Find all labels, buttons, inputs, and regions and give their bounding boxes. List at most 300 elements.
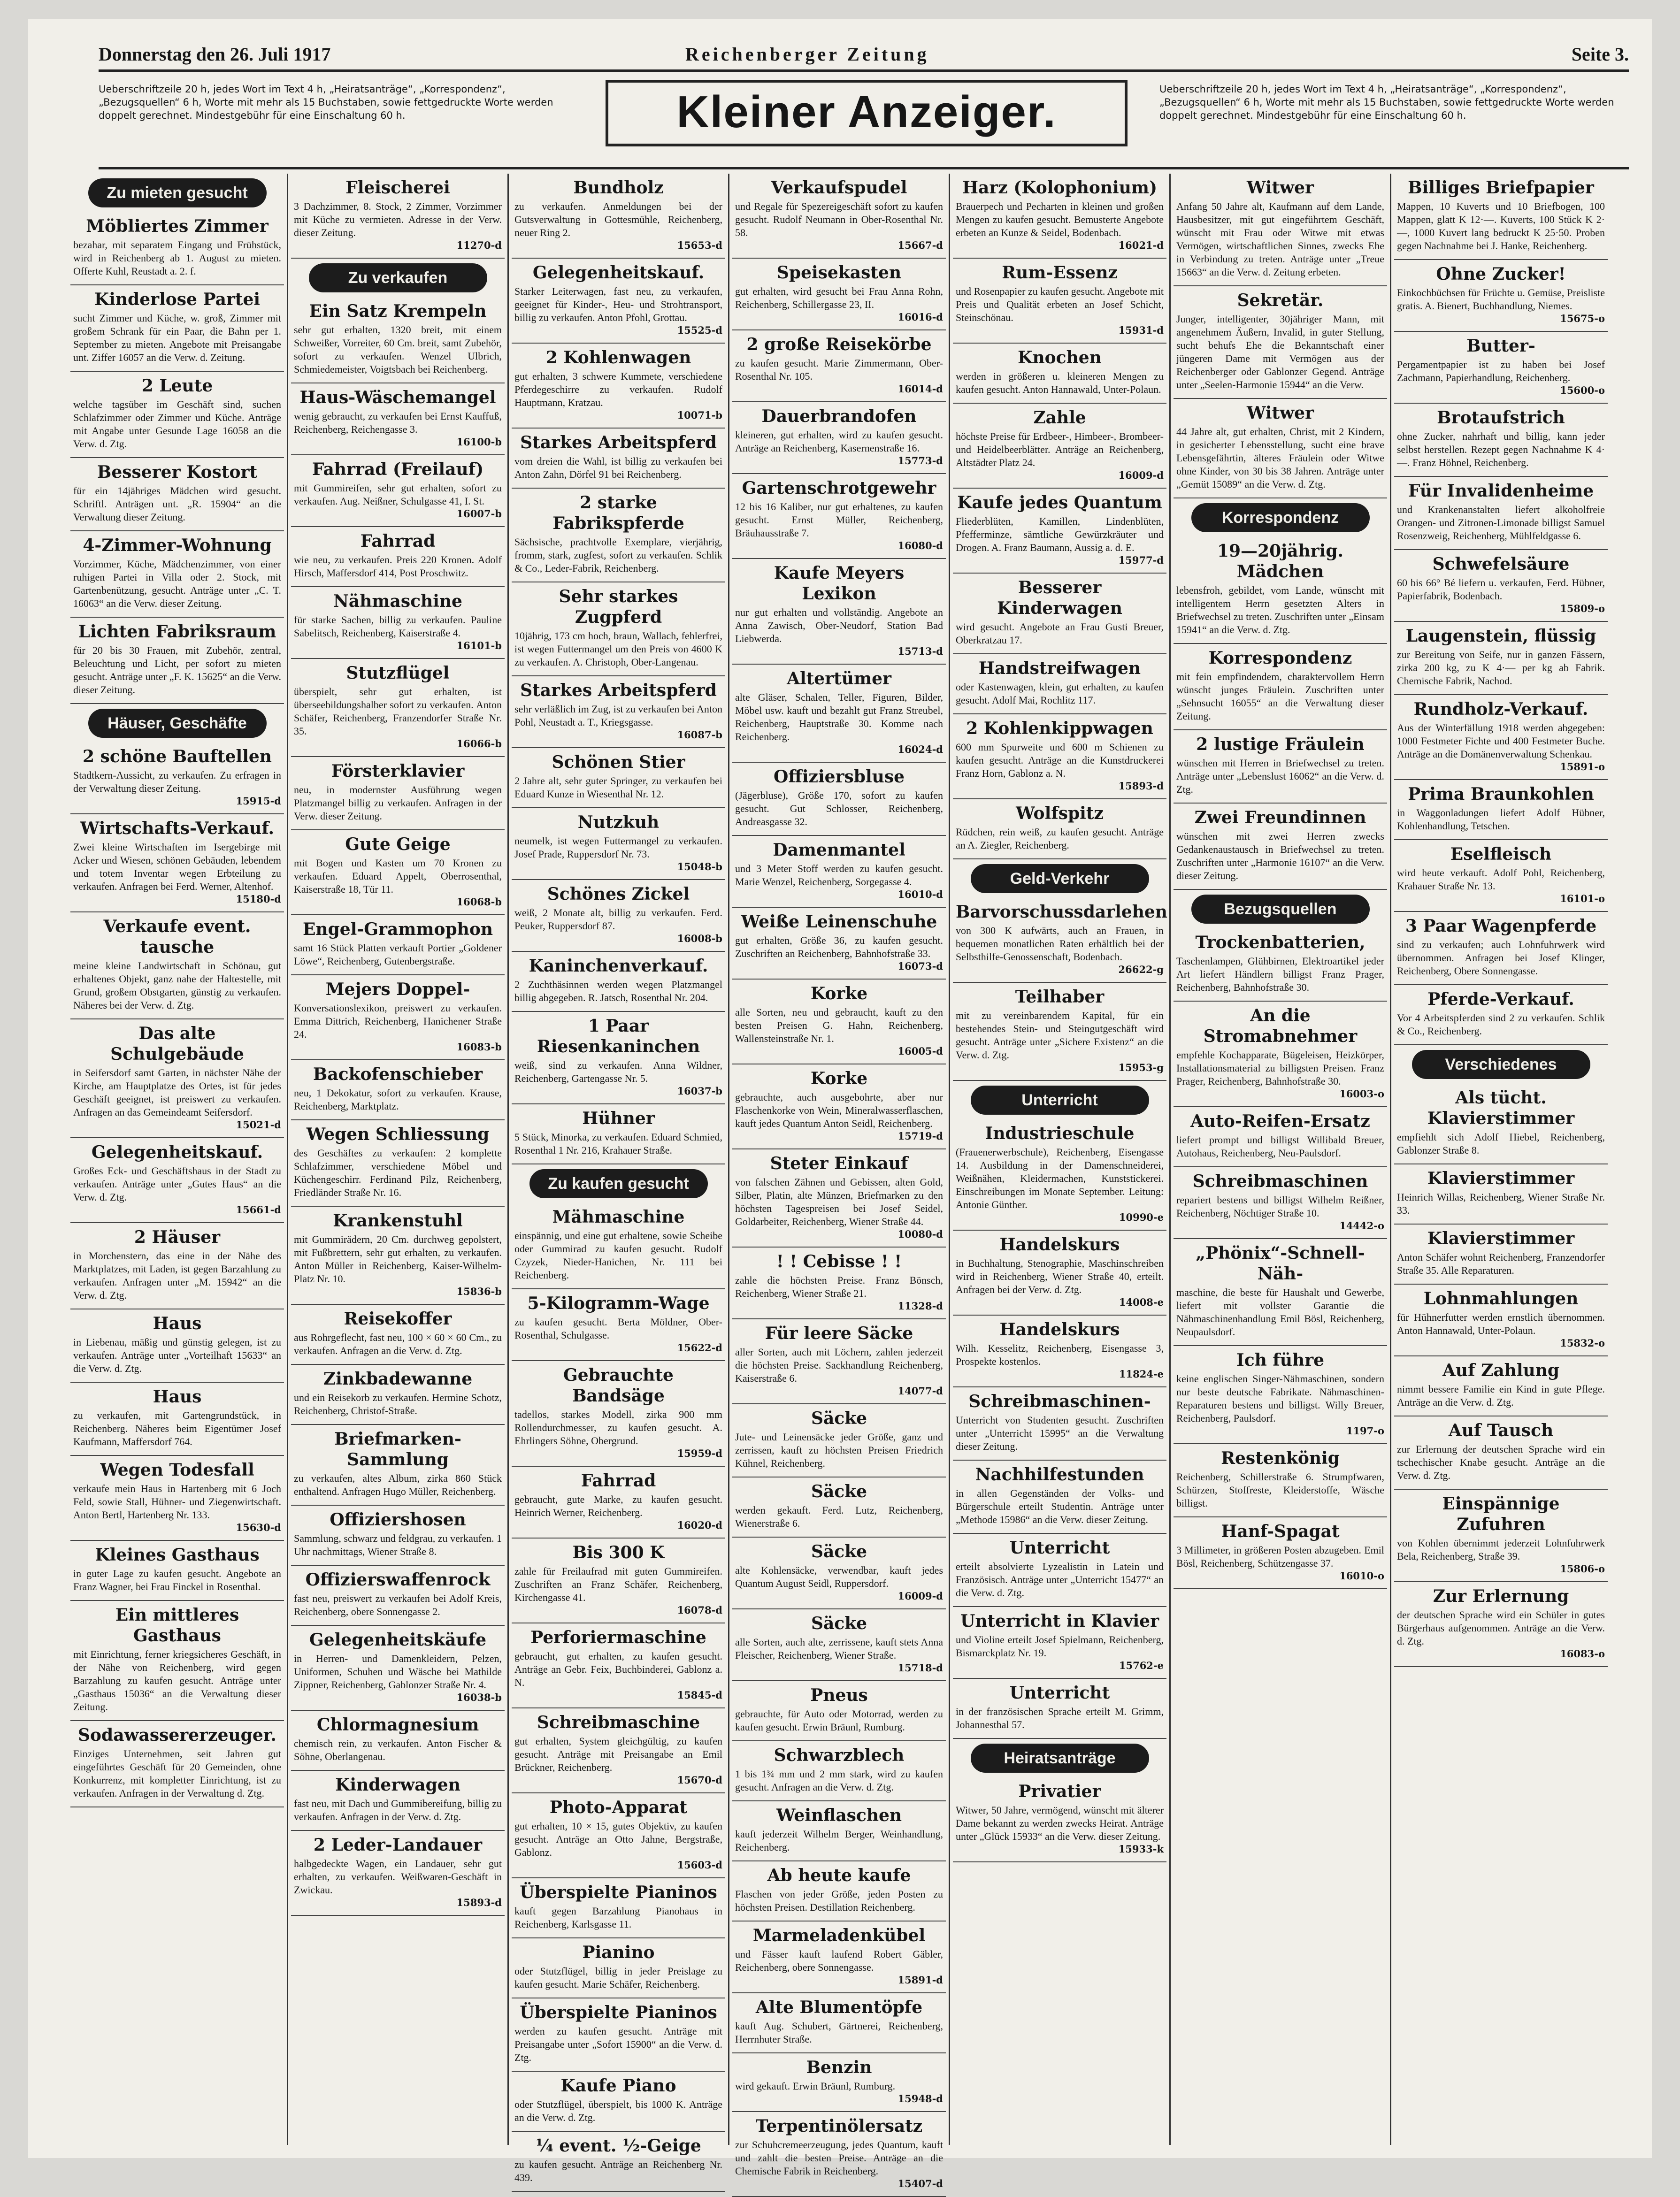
ad-headline: Altertümer — [787, 669, 891, 689]
ad-text: zu kaufen gesucht. Anträge an Reichenberg Nr. 439. — [514, 2159, 722, 2183]
classified-ad — [732, 1681, 946, 1741]
ad-text: erteilt absolvierte Lyzealistin in Latein und Französisch. Anträge unter „Unterricht 15477“ an die Verw. d. Ztg. — [956, 1561, 1164, 1599]
classified-ad — [732, 174, 946, 259]
ad-headline: Säcke — [811, 1614, 867, 1633]
ad-headline: Försterklavier — [331, 761, 465, 781]
ad-headline: Offizierswaffenrock — [305, 1570, 491, 1590]
ad-text: gebrauchte, auch ausgebohrte, aber nur Flaschenkorke von Wein, Mineralwasserflaschen, kauft jedes Quantum Anton Seidl, Reichenberg. — [735, 1091, 943, 1129]
ad-reference-code: 15806-o — [1560, 1563, 1605, 1575]
ad-headline: Fahrrad (Freilauf) — [312, 459, 484, 479]
ad-headline: Terpentinölersatz — [755, 2116, 923, 2136]
classified-ad — [291, 297, 505, 383]
classified-ad — [512, 489, 725, 582]
classified-ad — [732, 665, 946, 763]
ad-text: gut erhalten, System gleichgültig, zu kaufen gesucht. Anträge mit Preisangabe an Emil Brückner, Reichenberg. — [514, 1735, 722, 1773]
ad-text: 44 Jahre alt, gut erhalten, Christ, mit 2 Kindern, in gesicherter Lebensstellung, sucht eine brave Lebensgefährtin, älteres Fräulein oder Witwe ohne Kinder, von 30 bis 38 Jahren. Anträge unter „Gemüt 15089“ an die Verw. d. Ztg. — [1176, 426, 1384, 490]
classified-ad — [291, 659, 505, 757]
ad-headline: Besserer Kostort — [97, 462, 258, 482]
ad-reference-code: 14077-d — [898, 1385, 943, 1397]
ad-headline: Schönes Zickel — [547, 884, 690, 904]
classified-ad — [70, 212, 284, 285]
ad-reference-code: 10080-d — [898, 1228, 943, 1240]
ad-headline: Laugenstein, flüssig — [1405, 626, 1596, 646]
classified-ad — [1394, 550, 1608, 622]
category-heading: Zu mieten gesucht — [88, 178, 267, 207]
classified-ad — [1174, 1167, 1387, 1239]
ad-headline: Witwer — [1247, 178, 1314, 198]
ad-headline: Kaufe Piano — [560, 2076, 676, 2096]
classified-ad — [732, 1064, 946, 1149]
ad-text: 60 bis 66° Bé liefern u. verkaufen, Ferd. Hübner, Papierfabrik, Bodenbach. — [1397, 577, 1605, 602]
ad-headline: Gelegenheitskauf. — [532, 263, 705, 283]
ad-reference-code: 15893-d — [456, 1897, 502, 1908]
ad-headline: Unterricht — [1009, 1538, 1110, 1558]
ad-text: Konversationslexikon, preiswert zu verkaufen. Emma Dittrich, Reichenberg, Hanichener Straße 24. — [294, 1002, 502, 1040]
ad-headline: Pianino — [582, 1943, 655, 1962]
classified-ad — [953, 1777, 1166, 1862]
classified-ad — [953, 1316, 1166, 1387]
ad-text: in Herren- und Damenkleidern, Pelzen, Uniformen, Schuhen und Wäsche bei Mathilde Zippner, Reichenberg, Gablonzer Straße Nr. 4. — [294, 1653, 502, 1691]
ad-reference-code: 15948-d — [898, 2093, 943, 2105]
ad-headline: Billiges Briefpapier — [1408, 178, 1594, 198]
classified-ad — [1174, 928, 1387, 1002]
classified-ad — [1394, 477, 1608, 550]
ad-column — [291, 174, 505, 2145]
ad-text: wird heute verkauft. Adolf Pohl, Reichenberg, Krahauer Straße Nr. 13. — [1397, 867, 1605, 892]
ad-reference-code: 10990-e — [1119, 1211, 1164, 1223]
ad-text: höchste Preise für Erdbeer-, Himbeer-, Brombeer- und Heidelbeerblätter. Anträge an Reichenberg, Altstädter Platz 24. — [956, 430, 1164, 468]
ad-headline: Gebrauchte Bandsäge — [563, 1365, 674, 1406]
ad-reference-code: 16080-d — [898, 540, 943, 551]
ad-headline: Hanf-Spagat — [1221, 1522, 1340, 1541]
ad-text: überspielt, sehr gut erhalten, ist überseebildungshalber sofort zu verkaufen. Anton Schäfer, Reichenberg, Franzendorfer Straße Nr. 35. — [294, 686, 502, 737]
ad-headline: Kleines Gasthaus — [95, 1545, 260, 1565]
ad-text: Großes Eck- und Geschäftshaus in der Stadt zu verkaufen. Anträge unter „Gutes Haus“ an die Verw. d. Ztg. — [73, 1165, 281, 1203]
classified-ad — [1174, 537, 1387, 644]
ad-headline: Engel-Grammophon — [302, 919, 493, 939]
ad-reference-code: 16101-o — [1560, 893, 1605, 904]
rate-notice-right: Ueberschriftzeile 20 h, jedes Wort im Text 4 h, „Heiratsanträge“, „Korrespondenz“, „Bezugsquellen“ 6 h, Worte mit mehr als 15 Buchstaben, sowie fettgedruckte Worte werden doppelt gerechnet. Mindestgebühr für eine Einschaltung 60 h. — [1159, 84, 1614, 121]
classified-ad — [512, 748, 725, 808]
classified-ad — [732, 474, 946, 559]
ad-text: Anton Schäfer wohnt Reichenberg, Franzendorfer Straße 35. Alle Reparaturen. — [1397, 1251, 1605, 1276]
ad-reference-code: 15603-d — [677, 1859, 722, 1871]
classified-ad — [291, 383, 505, 455]
ad-text: Wilh. Kesselitz, Reichenberg, Eisengasse 3, Prospekte kostenlos. — [956, 1342, 1164, 1367]
ad-reference-code: 15762-e — [1119, 1660, 1164, 1671]
classified-ad — [732, 559, 946, 665]
ad-headline: Verkaufspudel — [771, 178, 907, 198]
ad-headline: Säcke — [811, 1409, 867, 1428]
ad-text: in allen Gegenständen der Volks- und Bürgerschule erteilt Studentin. Anträge unter „Methode 15986“ an die Verw. dieser Zeitung. — [956, 1487, 1164, 1525]
ad-headline: ! ! Cebisse ! ! — [776, 1252, 902, 1271]
column-divider — [507, 174, 509, 2145]
category-heading: Heiratsanträge — [971, 1744, 1149, 1773]
classified-ad — [70, 618, 284, 704]
ad-headline: Alte Blumentöpfe — [755, 1998, 923, 2017]
ad-text: alte Gläser, Schalen, Teller, Figuren, Bilder, Möbel usw. kauft und bezahlt gut Franz Streubel, Reichenberg, Hauptstraße 30. Komme nach Reichenberg. — [735, 691, 943, 743]
classified-ad — [512, 174, 725, 259]
ad-text: zu kaufen gesucht. Berta Möldner, Ober-Rosenthal, Schulgasse. — [514, 1316, 722, 1341]
ad-text: Flaschen von jeder Größe, jeden Posten zu höchsten Preisen. Destillation Reichenberg. — [735, 1888, 943, 1913]
ad-headline: Prima Braunkohlen — [1408, 784, 1594, 804]
ad-text: Vorzimmer, Küche, Mädchenzimmer, von einer ruhigen Partei in Villa oder 2. Stock, mit Gartenbenützung, gesucht. Anträge unter „C. T. 16063“ an die Verw. dieser Zeitung. — [73, 558, 281, 609]
ad-headline: Krankenstuhl — [333, 1211, 463, 1231]
ad-text: Pergamentpapier ist zu haben bei Josef Zachmann, Papierhandlung, Reichenberg. — [1397, 359, 1605, 383]
ad-text: werden zu kaufen gesucht. Anträge mit Preisangabe unter „Sofort 15900“ an die Verw. d. Ztg. — [514, 2025, 722, 2063]
classified-ad — [953, 489, 1166, 574]
ad-reference-code: 15953-g — [1118, 1062, 1164, 1073]
ad-headline: Schreibmaschinen- — [968, 1392, 1151, 1411]
ad-headline: Als tücht. Klavierstimmer — [1427, 1088, 1575, 1128]
ad-headline: Hühner — [582, 1109, 655, 1128]
classified-ad — [512, 1012, 725, 1104]
ad-headline: Ich führe — [1236, 1350, 1325, 1370]
classified-ad — [1394, 1084, 1608, 1164]
classified-ad — [512, 1708, 725, 1793]
header-rule — [99, 167, 1629, 169]
ad-text: samt 16 Stück Platten verkauft Portier „Goldener Löwe“, Reichenberg, Gutenbergstraße. — [294, 942, 502, 967]
section-title: Kleiner Anzeiger. — [606, 80, 1128, 146]
ad-reference-code: 15845-d — [677, 1689, 722, 1701]
ad-text: meine kleine Landwirtschaft in Schönau, gut erhaltenes Objekt, ganz nahe der Haltestelle, mit Grund, großem Obstgarten, günstig zu verkaufen. Näheres bei der Verw. d. Ztg. — [73, 960, 281, 1011]
ad-reference-code: 15832-o — [1560, 1337, 1605, 1349]
ad-text: welche tagsüber im Geschäft sind, suchen Schlafzimmer oder Zimmer und Küche. Anträge mit Angabe unter Gesunde Lage 16058 an die Verw. d. Ztg. — [73, 398, 281, 450]
classified-ad — [1394, 1225, 1608, 1285]
classified-ad — [291, 1425, 505, 1506]
ad-text: zu kaufen gesucht. Marie Zimmermann, Ober-Rosenthal Nr. 105. — [735, 357, 943, 382]
ad-headline: Zahle — [1033, 408, 1086, 428]
ad-text: für starke Sachen, billig zu verkaufen. Pauline Sabelitsch, Reichenberg, Kaiserstraße 4. — [294, 614, 502, 639]
ad-text: in Waggonladungen liefert Adolf Hübner, Kohlenhandlung, Tetschen. — [1397, 807, 1605, 832]
ad-text: sucht Zimmer und Küche, w. groß, Zimmer mit großem Schrank für ein Paar, die Bahn per 1. September zu mieten. Angebote mit Preisangabe unt. Ziffer 16057 an die Verw. d. Zeitung. — [73, 312, 281, 363]
ad-headline: Kaufe Meyers Lexikon — [774, 563, 905, 604]
ad-text: verkaufe mein Haus in Hartenberg mit 6 Joch Feld, sowie Stall, Hühner- und Ziegenwirtschaft. Anton Bertl, Hartenberg Nr. 133. — [73, 1483, 281, 1521]
column-divider — [949, 174, 950, 2145]
ad-headline: Benzin — [806, 2058, 872, 2077]
ad-reference-code: 26622-g — [1118, 964, 1164, 975]
ad-text: Sächsische, prachtvolle Exemplare, vierjährig, fromm, stark, zugfest, sofort zu verkaufen. Schlik & Co., Leder-Fabrik, Reichenberg. — [514, 536, 722, 574]
ad-headline: Fahrrad — [360, 531, 436, 551]
ad-text: Anfang 50 Jahre alt, Kaufmann auf dem Lande, Hausbesitzer, mit gut eingeführtem Geschäft, wünscht mit Frau oder Witwe mit etwas Vermögen, wirtschaftlichen Sinnes, zwecks Ehe in Verbindung zu treten. Anträge unter „Treue 15663“ an die Verw. d. Zeitung erbeten. — [1176, 200, 1384, 278]
ad-text: 3 Millimeter, in größeren Posten abzugeben. Emil Bösl, Reichenberg, Schützengasse 37. — [1176, 1544, 1384, 1569]
ad-text: kauft Aug. Schubert, Gärtnerei, Reichenberg, Herrnhuter Straße. — [735, 2020, 943, 2045]
category-heading: Korrespondenz — [1191, 503, 1370, 532]
ad-text: in der französischen Sprache erteilt M. Grimm, Johannesthal 57. — [956, 1706, 1164, 1730]
ad-reference-code: 16066-b — [456, 738, 502, 750]
classified-ad — [953, 174, 1166, 259]
ad-text: lebensfroh, gebildet, vom Lande, wünscht mit intelligentem Herrn gesetzten Alters in Briefwechsel zu treten. Zuschriften unter „Einsam 15941“ an die Verw. d. Ztg. — [1176, 584, 1384, 635]
ad-text: Taschenlampen, Glühbirnen, Elektroartikel jeder Art liefert Händlern billigst Franz Prager, Reichenberg, Bahnhofstraße 30. — [1176, 955, 1384, 993]
ad-text: gebrauchte, für Auto oder Motorrad, werden zu kaufen gesucht. Erwin Bräunl, Rumburg. — [735, 1708, 943, 1733]
classified-ad — [70, 912, 284, 1019]
classified-ad — [70, 1383, 284, 1456]
classified-ad — [291, 975, 505, 1060]
ad-headline: Schwefelsäure — [1432, 554, 1570, 574]
classified-ad — [512, 2132, 725, 2192]
ad-text: repariert bestens und billigst Wilhelm Reißner, Reichenberg, Nöchtiger Straße 10. — [1176, 1194, 1384, 1219]
ad-text: Fliederblüten, Kamillen, Lindenblüten, Pfefferminze, sämtliche Gewürzkräuter und Drogen. A. Franz Baumann, Aussig a. d. E. — [956, 515, 1164, 553]
ad-text: Jute- und Leinensäcke jeder Größe, ganz und zerrissen, kauft zu höchsten Preisen Friedrich Kühnel, Reichenberg. — [735, 1431, 943, 1469]
ad-text: 2 Jahre alt, sehr guter Springer, zu verkaufen bei Eduard Kunze in Wiesenthal Nr. 12. — [514, 775, 722, 800]
ad-text: einspännig, und eine gut erhaltene, sowie Scheibe oder Gummirad zu kaufen gesucht. Rudolf Czyzek, Nieder-Hanichen, Nr. 111 bei Reichenberg. — [514, 1230, 722, 1281]
ad-headline: 2 Kohlenkippwagen — [966, 719, 1153, 738]
ad-text: gut erhalten, 10 × 15, gutes Objektiv, zu kaufen gesucht. Anträge an Otto Jahne, Bergstraße, Gablonz. — [514, 1820, 722, 1858]
classified-ad — [512, 880, 725, 952]
ad-text: 3 Dachzimmer, 8. Stock, 2 Zimmer, Vorzimmer mit Küche zu vermieten. Adresse in der Verw. dieser Zeitung. — [294, 200, 502, 238]
ad-reference-code: 15773-d — [898, 455, 943, 467]
ad-text: aller Sorten, auch mit Löchern, zahlen jederzeit die höchsten Preise. Sackhandlung Reichenberg, Kaiserstraße 6. — [735, 1346, 943, 1384]
ad-headline: Nachhilfestunden — [975, 1465, 1144, 1485]
classified-ad — [953, 404, 1166, 489]
ad-text: sind zu verkaufen; auch Lohnfuhrwerk wird übernommen. Anfragen bei Josef Klinger, Reichenberg, Obere Sonnengasse. — [1397, 939, 1605, 977]
ad-text: gut erhalten, 3 schwere Kummete, verschiedene Pferdegeschirre zu verkaufen. Rudolf Hauptmann, Kratzau. — [514, 370, 722, 408]
ad-headline: Starkes Arbeitspferd — [520, 433, 717, 452]
ad-text: und Regale für Spezereigeschäft sofort zu kaufen gesucht. Rudolf Neumann in Ober-Rosenthal Nr. 58. — [735, 200, 943, 238]
ad-headline: Mejers Doppel- — [325, 980, 470, 999]
ad-column — [732, 174, 946, 2189]
ad-headline: Gartenschrotgewehr — [742, 478, 936, 498]
classified-ad — [512, 1998, 725, 2072]
ad-text: Einziges Unternehmen, seit Jahren gut eingeführtes Geschäft für 20 Gemeinden, ohne Konkurrenz, mit kompletter Einrichtung, ist zu verkaufen. Anfragen in der Verwaltung d. Ztg. — [73, 1748, 281, 1799]
issue-date: Donnerstag den 26. Juli 1917 — [99, 44, 331, 65]
classified-ad — [732, 1538, 946, 1609]
classified-ad — [70, 372, 284, 458]
ad-headline: Haus — [153, 1314, 202, 1333]
ad-headline: An die Stromabnehmer — [1203, 1006, 1358, 1046]
ad-text: zahle für Freilaufrad mit guten Gummireifen. Zuschriften an Franz Schäfer, Reichenberg, Kirchengasse 41. — [514, 1565, 722, 1603]
ad-reference-code: 15719-d — [898, 1130, 943, 1142]
ad-text: zahle die höchsten Preise. Franz Bönsch, Reichenberg, Wiener Straße 21. — [735, 1274, 943, 1299]
column-divider — [287, 174, 288, 2145]
ad-headline: Schwarzblech — [774, 1745, 905, 1765]
ad-headline: Fleischerei — [345, 178, 450, 198]
ad-reference-code: 11824-e — [1119, 1368, 1164, 1380]
ad-reference-code: 16009-d — [898, 1590, 943, 1602]
classified-ad — [512, 1203, 725, 1289]
ad-column — [512, 174, 725, 2183]
classified-ad — [1394, 985, 1608, 1045]
ad-headline: Auf Tausch — [1448, 1421, 1554, 1440]
ad-headline: Bis 300 K — [572, 1543, 665, 1562]
ad-headline: Knochen — [1018, 348, 1102, 367]
classified-ad — [1174, 1346, 1387, 1444]
ad-reference-code: 15893-d — [1118, 780, 1164, 792]
ad-text: (Frauenerwerbschule), Reichenberg, Eisengasse 14. Ausbildung in der Damenschneiderei, Weißnähen, Kleidermachen, Kunststickerei. Einschreibungen im Monate September. Leitung: Antonie Günther. — [956, 1146, 1164, 1210]
ad-reference-code: 15670-d — [677, 1774, 722, 1786]
classified-ad — [291, 915, 505, 975]
classified-ad — [953, 1387, 1166, 1461]
ad-text: Unterricht von Studenten gesucht. Zuschriften unter „Unterricht 15995“ an die Verwaltung dieser Zeitung. — [956, 1414, 1164, 1452]
ad-headline: Backofenschieber — [313, 1064, 483, 1084]
ad-text: kleineren, gut erhalten, wird zu kaufen gesucht. Anträge an Reichenberg, Kasernenstraße 16. — [735, 429, 943, 454]
ad-column — [1394, 174, 1608, 2145]
ad-text: alte Kohlensäcke, verwendbar, kauft jedes Quantum August Seidl, Ruppersdorf. — [735, 1564, 943, 1589]
classified-ad — [953, 714, 1166, 799]
classified-ad — [732, 330, 946, 402]
ad-text: und 3 Meter Stoff werden zu kaufen gesucht. Marie Wenzel, Reichenberg, Sorgegasse 4. — [735, 863, 943, 888]
ad-headline: Speisekasten — [776, 263, 902, 283]
ad-headline: Verkaufe event. tausche — [103, 917, 251, 957]
classified-ad — [1394, 780, 1608, 840]
ad-text: 600 mm Spurweite und 600 m Schienen zu kaufen gesucht. Anträge an die Kunstdruckerei Franz Horn, Gablonz a. N. — [956, 741, 1164, 779]
classified-ad — [1394, 622, 1608, 695]
category-heading: Unterricht — [971, 1086, 1149, 1115]
ad-reference-code: 11328-d — [898, 1300, 943, 1312]
ad-headline: Wolfspitz — [1016, 804, 1104, 823]
ad-text: mit Gummireifen, sehr gut erhalten, sofort zu verkaufen. Aug. Neißner, Schulgasse 41, I. St. — [294, 482, 502, 507]
ad-reference-code: 14442-o — [1339, 1220, 1384, 1232]
ad-reference-code: 16008-b — [677, 933, 722, 944]
ad-text: und Krankenanstalten liefert alkoholfreie Orangen- und Zitronen-Limonade billigst Samuel Rosenzweig, Reichenberg, Mühlfeldgasse 6. — [1397, 504, 1605, 542]
ad-reference-code: 15809-o — [1560, 603, 1605, 614]
classified-ad — [732, 2053, 946, 2112]
ad-headline: Auf Zahlung — [1442, 1361, 1560, 1380]
column-divider — [728, 174, 729, 2145]
ad-headline: Weiße Leinenschuhe — [741, 912, 937, 932]
classified-ad — [512, 2072, 725, 2132]
newspaper-title: Reichenberger Zeitung — [685, 44, 929, 65]
classified-ad — [291, 1831, 505, 1916]
ad-headline: 2 Leute — [141, 376, 213, 396]
ad-text: fast neu, preiswert zu verkaufen bei Adolf Kreis, Reichenberg, obere Sonnengasse 2. — [294, 1592, 502, 1617]
ad-text: 2 Zuchthäsinnen werden wegen Platzmangel billig abgegeben. R. Jatsch, Rosenthal Nr. 204. — [514, 979, 722, 1003]
classified-ad — [732, 2112, 946, 2197]
rate-notice-left: Ueberschriftzeile 20 h, jedes Wort im Text 4 h, „Heiratsanträge“, „Korrespondenz“, „Bezugsquellen“ 6 h, Worte mit mehr als 15 Buchstaben, sowie fettgedruckte Worte werden doppelt gerechnet. Mindestgebühr für eine Einschaltung 60 h. — [99, 84, 553, 121]
classified-ad — [1394, 1490, 1608, 1582]
ad-reference-code: 16024-d — [898, 743, 943, 755]
ad-reference-code: 15915-d — [236, 795, 281, 807]
ad-reference-code: 16021-d — [1118, 239, 1164, 251]
ad-headline: Für leere Säcke — [765, 1324, 913, 1343]
ad-text: in guter Lage zu kaufen gesucht. Angebote an Franz Wagner, bei Frau Finckel in Rosenthal. — [73, 1568, 281, 1592]
ad-headline: Starkes Arbeitspferd — [520, 681, 717, 700]
ad-headline: Lohnmahlungen — [1423, 1289, 1579, 1309]
ad-text: weiß, sind zu verkaufen. Anna Wildner, Reichenberg, Gartengasse Nr. 5. — [514, 1059, 722, 1084]
ad-text: halbgedeckte Wagen, ein Landauer, sehr gut erhalten, zu verkaufen. Weißwaren-Geschäft in Zwickau. — [294, 1858, 502, 1896]
ad-text: von Kohlen übernimmt jederzeit Lohnfuhrwerk Bela, Reichenberg, Straße 39. — [1397, 1537, 1605, 1562]
ad-headline: Weinflaschen — [776, 1806, 902, 1825]
classified-ad — [512, 1467, 725, 1539]
ad-text: gebraucht, gute Marke, zu kaufen gesucht. Heinrich Werner, Reichenberg. — [514, 1493, 722, 1518]
ad-headline: Klavierstimmer — [1427, 1169, 1575, 1188]
ad-headline: 19—20jährig. Mädchen — [1217, 541, 1344, 582]
ad-text: Sammlung, schwarz und feldgrau, zu verkaufen. 1 Uhr nachmittags, Wiener Straße 8. — [294, 1532, 502, 1557]
category-heading: Zu kaufen gesucht — [529, 1169, 708, 1198]
ad-text: maschine, die beste für Haushalt und Gewerbe, liefert mit vollster Garantie die Nähmaschinenhandlung Emil Bösl, Reichenberg, Neupaulsdorf. — [1176, 1286, 1384, 1338]
ad-headline: Photo-Apparat — [549, 1798, 688, 1817]
ad-headline: Zur Erlernung — [1433, 1586, 1569, 1606]
ad-text: zur Bereitung von Seife, nur in ganzen Fässern, zirka 200 kg, zu K 4·— per kg ab Fabrik. Chemische Fabrik, Nachod. — [1397, 649, 1605, 687]
ad-text: zur Schuhcremeerzeugung, jedes Quantum, kauft und zahlt die besten Preise. Anträge an die Chemische Fabrik in Reichenberg. — [735, 2139, 943, 2177]
ad-text: Vor 4 Arbeitspferden sind 2 zu verkaufen. Schlik & Co., Reichenberg. — [1397, 1012, 1605, 1037]
ad-text: des Geschäftes zu verkaufen: 2 komplette Schlafzimmer, verschiedene Möbel und Küchengeschirr. Ferdinand Pilz, Reichenberg, Friedländer Straße Nr. 16. — [294, 1147, 502, 1198]
section-header — [99, 78, 1629, 167]
classified-ad — [512, 1938, 725, 1998]
ad-headline: Haus-Wäschemangel — [299, 388, 496, 407]
ad-reference-code: 15891-o — [1560, 761, 1605, 773]
classified-ad — [70, 285, 284, 372]
classified-ad — [732, 1801, 946, 1861]
ad-text: von falschen Zähnen und Gebissen, alten Gold, Silber, Platin, alte Münzen, Briefmarken zu den höchsten Tagespreisen bei Josef Seidel, Goldarbeiter, Reichenberg, Wiener Straße 44. — [735, 1176, 943, 1227]
ad-headline: Gelegenheitskäufe — [309, 1630, 486, 1650]
ad-headline: Einspännige Zufuhren — [1442, 1494, 1560, 1534]
column-divider — [1390, 174, 1391, 2145]
classified-ad — [291, 1365, 505, 1425]
ad-reference-code: 16020-d — [677, 1519, 722, 1531]
classified-ad — [732, 908, 946, 980]
ad-headline: Für Invalidenheime — [1408, 481, 1594, 501]
ad-headline: Trockenbatterien, — [1195, 933, 1365, 952]
category-heading: Bezugsquellen — [1191, 895, 1370, 924]
classified-ad — [953, 1461, 1166, 1534]
ad-text: zu verkaufen. Anmeldungen bei der Gutsverwaltung in Gottesmühle, Reichenberg, neuer Ring 2. — [514, 200, 722, 238]
ad-text: tadellos, starkes Modell, zirka 900 mm Rollendurchmesser, zu kaufen gesucht. A. Ehrlingers Söhne, Obergrund. — [514, 1409, 722, 1447]
category-heading: Häuser, Geschäfte — [88, 709, 267, 738]
ad-headline: Schreibmaschinen — [1192, 1171, 1368, 1191]
ad-headline: Korrespondenz — [1208, 648, 1352, 668]
classified-ad — [70, 1541, 284, 1601]
ad-headline: Offiziershosen — [330, 1510, 466, 1530]
ad-headline: Rum-Essenz — [1002, 263, 1118, 283]
ad-headline: Korke — [810, 984, 868, 1003]
ad-text: Heinrich Willas, Reichenberg, Wiener Straße Nr. 33. — [1397, 1191, 1605, 1216]
ad-headline: Sodawassererzeuger. — [78, 1725, 276, 1745]
classified-ad — [291, 174, 505, 259]
ad-headline: 4-Zimmer-Wohnung — [83, 536, 272, 555]
ad-headline: „Phönix“-Schnell-Näh- — [1196, 1243, 1365, 1284]
classified-ad — [1174, 399, 1387, 498]
classified-ad — [732, 1477, 946, 1538]
ad-headline: Das alte Schulgebäude — [110, 1024, 244, 1064]
classified-ad — [953, 654, 1166, 714]
ad-reference-code: 16007-b — [456, 508, 502, 520]
ad-headline: Sehr starkes Zugpferd — [559, 587, 678, 627]
ad-text: mit Bogen und Kasten um 70 Kronen zu verkaufen. Eduard Appelt, Oberrosenthal, Kaiserstraße 18, Tür 11. — [294, 857, 502, 895]
classified-ad — [1174, 1517, 1387, 1589]
ad-text: Rüdchen, rein weiß, zu kaufen gesucht. Anträge an A. Ziegler, Reichenberg. — [956, 826, 1164, 851]
ad-reference-code: 11270-d — [456, 239, 502, 251]
classified-ad — [953, 799, 1166, 859]
classified-ad — [732, 1921, 946, 1993]
ad-headline: Wirtschafts-Verkauf. — [80, 819, 275, 838]
ad-headline: 2 Häuser — [134, 1227, 221, 1247]
ad-headline: Klavierstimmer — [1427, 1229, 1575, 1248]
ad-text: sehr gut erhalten, 1320 breit, mit einem Schweißer, Vorreiter, 60 Cm. breit, samt Zubehör, sofort zu verkaufen. Wenzel Ulbrich, Schmiedemeister, Voigtsbach bei Reichenberg. — [294, 324, 502, 375]
classified-ad — [291, 527, 505, 587]
classified-ad — [512, 259, 725, 344]
classified-ad — [1394, 1356, 1608, 1416]
ad-reference-code: 16100-b — [456, 436, 502, 448]
ad-headline: 2 Kohlenwagen — [545, 348, 691, 367]
ad-headline: Wegen Schliessung — [306, 1125, 490, 1144]
classified-ad — [512, 676, 725, 748]
classified-ad — [512, 1539, 725, 1623]
ad-text: und Fässer kauft laufend Robert Gäbler, Reichenberg, obere Sonnengasse. — [735, 1948, 943, 1973]
ad-reference-code: 15891-d — [898, 1974, 943, 1986]
classified-ad — [1174, 644, 1387, 730]
ad-text: von 300 K aufwärts, auch an Frauen, in bequemen monatlichen Raten erhältlich bei der Selbsthilfe-Genossenschaft, Bodenbach. — [956, 925, 1164, 963]
classified-ad — [512, 1361, 725, 1467]
ad-reference-code: 16010-d — [898, 888, 943, 900]
ad-text: weiß, 2 Monate alt, billig zu verkaufen. Ferd. Peuker, Ruppersdorf 87. — [514, 907, 722, 932]
classified-ad — [732, 763, 946, 836]
classified-ad — [1174, 286, 1387, 399]
classified-ad — [1174, 1444, 1387, 1517]
ad-headline: Handstreifwagen — [978, 658, 1141, 678]
ad-text: empfiehlt sich Adolf Hiebel, Reichenberg, Gablonzer Straße 8. — [1397, 1131, 1605, 1156]
classified-ad — [291, 830, 505, 915]
